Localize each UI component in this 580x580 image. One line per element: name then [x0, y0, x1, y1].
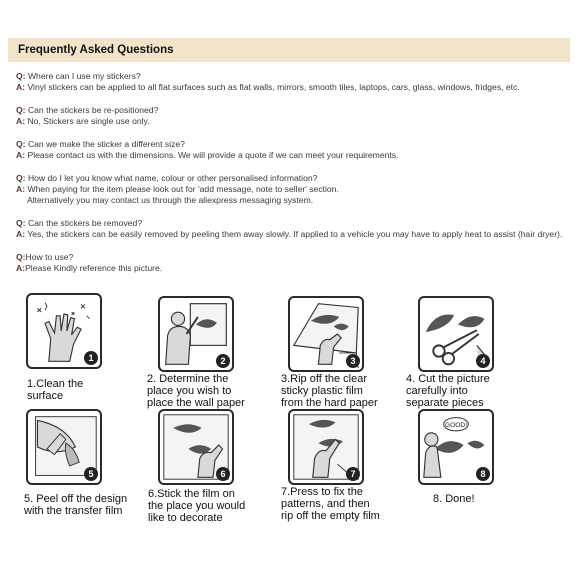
- faq-answer: Alternatively you may contact us through the aliexpress messaging system.: [27, 195, 314, 205]
- step-2-caption: 2. Determine the place you wish to place the wall paper: [147, 373, 245, 409]
- faq-question: How to use?: [25, 252, 74, 262]
- faq-header: [8, 38, 570, 62]
- faq-question: Where can I use my stickers?: [27, 71, 141, 81]
- step-1-panel: [26, 293, 102, 369]
- faq-item-5: Q: Can the stickers be removed? A: Yes, the stickers can be easily removed by peeling them away slowly. If applied to a vehicle you may have to apply heat to assist (hair dryer).: [16, 218, 563, 239]
- faq-question: How do I let you know what name, colour or other personalised information?: [27, 173, 318, 183]
- step-number-badge: 8: [476, 467, 490, 481]
- step-1-caption: 1.Clean the surface: [27, 378, 84, 402]
- step-number-badge: 7: [346, 467, 360, 481]
- step-7-panel: [288, 409, 364, 485]
- faq-list: [16, 71, 576, 286]
- step-8-panel: [418, 409, 494, 485]
- faq-answer: No, Stickers are single use only.: [27, 116, 150, 126]
- faq-title: Frequently Asked Questions: [18, 44, 174, 56]
- step-number-badge: 1: [84, 351, 98, 365]
- step-number-badge: 3: [346, 354, 360, 368]
- step-5-panel: [26, 409, 102, 485]
- step-number-badge: 5: [84, 467, 98, 481]
- faq-question: Can we make the sticker a different size?: [27, 139, 185, 149]
- step-number-badge: 2: [216, 354, 230, 368]
- step-5-caption: 5. Peel off the design with the transfer film: [24, 493, 128, 517]
- step-3-panel: [288, 296, 364, 372]
- faq-answer: Yes, the stickers can be easily removed by peeling them away slowly. If applied to a vehicle you may have to apply heat to assist (hair dryer).: [27, 229, 563, 239]
- faq-item-6: Q:How to use? A:Please Kindly reference this picture.: [16, 252, 163, 273]
- step-4-panel: [418, 296, 494, 372]
- faq-question: Can the stickers be re-positioned?: [27, 105, 159, 115]
- step-4-caption: 4. Cut the picture carefully into separate pieces: [406, 373, 490, 409]
- step-8-caption: 8. Done!: [433, 493, 475, 505]
- faq-answer: Please Kindly reference this picture.: [25, 263, 163, 273]
- step-6-panel: [158, 409, 234, 485]
- faq-answer: Please contact us with the dimensions. We will provide a quote if we can meet your requirements.: [27, 150, 399, 160]
- faq-answer: When paying for the item please look out for 'add message, note to seller' section.: [27, 184, 339, 194]
- step-3-caption: 3.Rip off the clear sticky plastic film from the hard paper: [281, 373, 378, 409]
- step-number-badge: 6: [216, 467, 230, 481]
- faq-question: Can the stickers be removed?: [27, 218, 143, 228]
- faq-item-2: Q: Can the stickers be re-positioned? A: No, Stickers are single use only.: [16, 105, 159, 126]
- faq-item-3: Q: Can we make the sticker a different size? A: Please contact us with the dimensions. We will provide a quote if we can meet your requirements.: [16, 139, 399, 160]
- step-number-badge: 4: [476, 354, 490, 368]
- faq-item-1: Q: Where can I use my stickers? A: Vinyl stickers can be applied to all flat surfaces such as flat walls, mirrors, smooth tiles, laptops, cars, glass, windows, fridges, etc.: [16, 71, 520, 92]
- faq-answer: Vinyl stickers can be applied to all flat surfaces such as flat walls, mirrors, smooth tiles, laptops, cars, glass, windows, fridges, etc.: [27, 82, 520, 92]
- step-2-panel: [158, 296, 234, 372]
- done-bubble-text: GOOD!: [444, 422, 468, 430]
- step-7-caption: 7.Press to fix the patterns, and then rip off the empty film: [281, 486, 380, 522]
- faq-item-4: Q: How do I let you know what name, colour or other personalised information? A: When paying for the item please look out for 'add message, note to seller' section. Alternatively you may contact us through the aliexpress messaging system.: [16, 173, 339, 205]
- step-6-caption: 6.Stick the film on the place you would like to decorate: [148, 488, 246, 524]
